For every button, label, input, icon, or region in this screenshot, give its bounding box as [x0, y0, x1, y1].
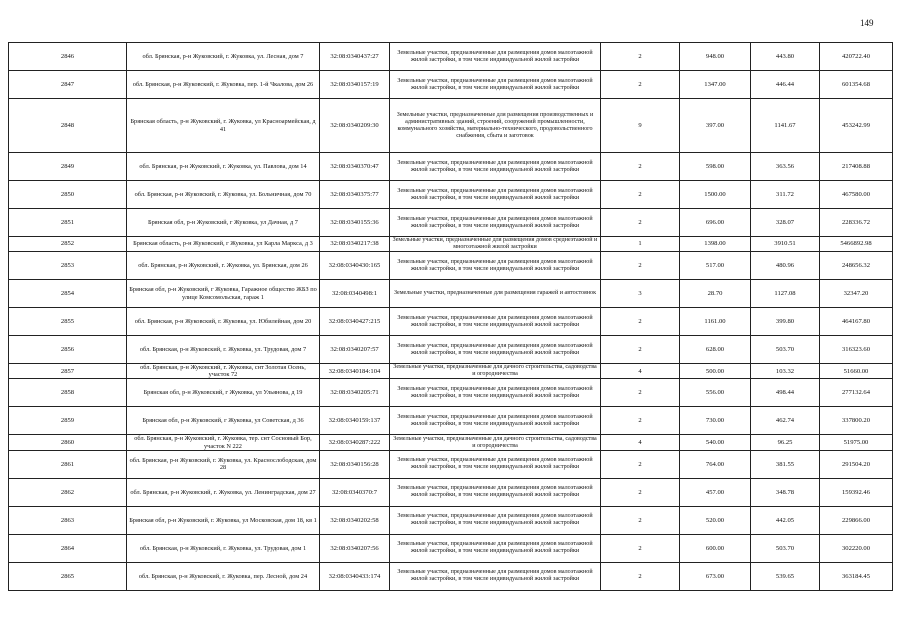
cadastral-number-cell: 32:08:0340370:7 — [320, 478, 390, 506]
specific-value-cell: 96.25 — [751, 435, 820, 450]
cadastral-number-cell: 32:08:0340159:137 — [320, 407, 390, 435]
cadastral-value-cell: 32347.20 — [820, 280, 893, 308]
table-row — [9, 71, 893, 99]
group-cell: 2 — [601, 43, 680, 71]
area-cell: 600.00 — [680, 534, 751, 562]
land-purpose-cell: Земельные участки, предназначенные для размещения домов малоэтажной жилой застройки, в том числе индивидуальной жилой застройки — [390, 43, 601, 71]
group-cell: 2 — [601, 71, 680, 99]
area-cell: 1347.00 — [680, 71, 751, 99]
specific-value-cell: 399.80 — [751, 308, 820, 336]
land-purpose-cell: Земельные участки, предназначенные для размещения домов малоэтажной жилой застройки, в том числе индивидуальной жилой застройки — [390, 450, 601, 478]
table-body — [9, 43, 893, 591]
cadastral-value-cell: 363184.45 — [820, 562, 893, 590]
area-cell: 1398.00 — [680, 237, 751, 252]
cadastral-number-cell: 32:08:0340287:222 — [320, 435, 390, 450]
area-cell: 628.00 — [680, 336, 751, 364]
land-purpose-cell: Земельные участки, предназначенные для размещения домов малоэтажной жилой застройки, в том числе индивидуальной жилой застройки — [390, 308, 601, 336]
address-cell: обл. Брянская, р-н Жуковский, г. Жуковка, ул. Ленинградская, дом 27 — [127, 478, 320, 506]
specific-value-cell: 442.05 — [751, 506, 820, 534]
address-cell: Брянская обл, р-н Жуковский, г Жуковка, ул Дачная, д 7 — [127, 209, 320, 237]
group-cell: 2 — [601, 336, 680, 364]
group-cell: 2 — [601, 562, 680, 590]
row-number-cell: 2855 — [9, 308, 127, 336]
group-cell: 2 — [601, 379, 680, 407]
cadastral-value-cell: 5466892.98 — [820, 237, 893, 252]
area-cell: 556.00 — [680, 379, 751, 407]
row-number-cell: 2856 — [9, 336, 127, 364]
cadastral-value-cell: 159392.46 — [820, 478, 893, 506]
group-cell: 2 — [601, 450, 680, 478]
area-cell: 540.00 — [680, 435, 751, 450]
row-number-cell: 2849 — [9, 153, 127, 181]
table-row — [9, 364, 893, 379]
group-cell: 9 — [601, 99, 680, 153]
group-cell: 4 — [601, 435, 680, 450]
land-purpose-cell: Земельные участки, предназначенные для дачного строительства, садоводства и огородничества — [390, 435, 601, 450]
land-purpose-cell: Земельные участки, предназначенные для размещения домов малоэтажной жилой застройки, в том числе индивидуальной жилой застройки — [390, 407, 601, 435]
address-cell: Брянская область, р-н Жуковский, г. Жуковка, ул Красноармейская, д 41 — [127, 99, 320, 153]
specific-value-cell: 3910.51 — [751, 237, 820, 252]
table-row — [9, 153, 893, 181]
cadastral-number-cell: 32:08:0340430:165 — [320, 252, 390, 280]
land-purpose-cell: Земельные участки, предназначенные для размещения домов малоэтажной жилой застройки, в том числе индивидуальной жилой застройки — [390, 478, 601, 506]
land-purpose-cell: Земельные участки, предназначенные для размещения домов малоэтажной жилой застройки, в том числе индивидуальной жилой застройки — [390, 562, 601, 590]
land-purpose-cell: Земельные участки, предназначенные для дачного строительства, садоводства и огородничества — [390, 364, 601, 379]
address-cell: обл. Брянская, р-н Жуковский, г. Жуковка, ул. Краснослободская, дом 28 — [127, 450, 320, 478]
cadastral-number-cell: 32:08:0340155:36 — [320, 209, 390, 237]
land-purpose-cell: Земельные участки, предназначенные для размещения домов малоэтажной жилой застройки, в том числе индивидуальной жилой застройки — [390, 71, 601, 99]
specific-value-cell: 381.55 — [751, 450, 820, 478]
area-cell: 1161.00 — [680, 308, 751, 336]
specific-value-cell: 1127.08 — [751, 280, 820, 308]
address-cell: обл. Брянская, р-н Жуковский, г. Жуковка, снт Золотая Осень, участок 72 — [127, 364, 320, 379]
area-cell: 673.00 — [680, 562, 751, 590]
cadastral-value-cell: 51660.00 — [820, 364, 893, 379]
row-number-cell: 2851 — [9, 209, 127, 237]
table-row — [9, 506, 893, 534]
address-cell: обл. Брянская, р-н Жуковский, г. Жуковка, тер. снт Сосновый Бор, участок N 222 — [127, 435, 320, 450]
group-cell: 2 — [601, 506, 680, 534]
land-purpose-cell: Земельные участки, предназначенные для размещения домов малоэтажной жилой застройки, в том числе индивидуальной жилой застройки — [390, 181, 601, 209]
row-number-cell: 2859 — [9, 407, 127, 435]
address-cell: обл. Брянская, р-н Жуковский, г. Жуковка, ул. Брянская, дом 26 — [127, 252, 320, 280]
address-cell: Брянская область, р-н Жуковский, г Жуковка, ул Карла Маркса, д 3 — [127, 237, 320, 252]
cadastral-value-cell: 337800.20 — [820, 407, 893, 435]
address-cell: обл. Брянская, р-н Жуковский, г. Жуковка, пер. Лесной, дом 24 — [127, 562, 320, 590]
cadastral-value-cell: 51975.00 — [820, 435, 893, 450]
row-number-cell: 2847 — [9, 71, 127, 99]
row-number-cell: 2854 — [9, 280, 127, 308]
address-cell: обл. Брянская, р-н Жуковский, г. Жуковка, ул. Лесная, дом 7 — [127, 43, 320, 71]
specific-value-cell: 1141.67 — [751, 99, 820, 153]
address-cell: обл. Брянская, р-н Жуковский, г. Жуковка, ул. Юбилейная, дом 20 — [127, 308, 320, 336]
cadastral-number-cell: 32:08:0340427:215 — [320, 308, 390, 336]
cadastral-number-cell: 32:08:0340217:38 — [320, 237, 390, 252]
group-cell: 2 — [601, 478, 680, 506]
area-cell: 730.00 — [680, 407, 751, 435]
cadastral-value-cell: 316323.60 — [820, 336, 893, 364]
cadastral-value-cell: 228336.72 — [820, 209, 893, 237]
cadastral-number-cell: 32:08:0340207:57 — [320, 336, 390, 364]
area-cell: 457.00 — [680, 478, 751, 506]
specific-value-cell: 443.80 — [751, 43, 820, 71]
cadastral-value-cell: 291504.20 — [820, 450, 893, 478]
area-cell: 520.00 — [680, 506, 751, 534]
cadastral-number-cell: 32:08:0340207:56 — [320, 534, 390, 562]
group-cell: 2 — [601, 209, 680, 237]
group-cell: 2 — [601, 407, 680, 435]
land-purpose-cell: Земельные участки, предназначенные для размещения домов малоэтажной жилой застройки, в том числе индивидуальной жилой застройки — [390, 506, 601, 534]
row-number-cell: 2863 — [9, 506, 127, 534]
cadastral-number-cell: 32:08:0340370:47 — [320, 153, 390, 181]
cadastral-number-cell: 32:08:0340498:1 — [320, 280, 390, 308]
cadastral-number-cell: 32:08:0340433:174 — [320, 562, 390, 590]
cadastral-number-cell: 32:08:0340209:30 — [320, 99, 390, 153]
table-row — [9, 407, 893, 435]
table-row — [9, 450, 893, 478]
land-purpose-cell: Земельные участки, предназначенные для размещения домов малоэтажной жилой застройки, в том числе индивидуальной жилой застройки — [390, 209, 601, 237]
row-number-cell: 2848 — [9, 99, 127, 153]
page-number: 149 — [860, 18, 874, 28]
cadastral-value-cell: 229866.00 — [820, 506, 893, 534]
address-cell: Брянская обл, р-н Жуковский, г Жуковка, Гаражное общество ЖБЗ по улице Комсомольская, гараж 1 — [127, 280, 320, 308]
address-cell: обл. Брянская, р-н Жуковский, г. Жуковка, ул. Павлова, дом 14 — [127, 153, 320, 181]
specific-value-cell: 503.70 — [751, 336, 820, 364]
land-purpose-cell: Земельные участки, предназначенные для размещения домов малоэтажной жилой застройки, в том числе индивидуальной жилой застройки — [390, 336, 601, 364]
table-row — [9, 534, 893, 562]
cadastral-number-cell: 32:08:0340156:28 — [320, 450, 390, 478]
table-row — [9, 308, 893, 336]
cadastral-number-cell: 32:08:0340205:71 — [320, 379, 390, 407]
cadastral-value-cell: 467580.00 — [820, 181, 893, 209]
area-cell: 397.00 — [680, 99, 751, 153]
address-cell: Брянская обл, р-н Жуковский, г Жуковка, ул Советская, д 36 — [127, 407, 320, 435]
land-purpose-cell: Земельные участки, предназначенные для размещения домов малоэтажной жилой застройки, в том числе индивидуальной жилой застройки — [390, 534, 601, 562]
area-cell: 948.00 — [680, 43, 751, 71]
table-row — [9, 181, 893, 209]
row-number-cell: 2853 — [9, 252, 127, 280]
specific-value-cell: 446.44 — [751, 71, 820, 99]
cadastral-value-cell: 302220.00 — [820, 534, 893, 562]
specific-value-cell: 462.74 — [751, 407, 820, 435]
cadastral-value-cell: 217408.88 — [820, 153, 893, 181]
land-purpose-cell: Земельные участки, предназначенные для размещения производственных и административных зданий, строений, сооружений промышленности, коммунального хозяйства, материально-технического, продовольственного снабжения, сбыта и заготовок — [390, 99, 601, 153]
table-row — [9, 237, 893, 252]
land-purpose-cell: Земельные участки, предназначенные для размещения домов малоэтажной жилой застройки, в том числе индивидуальной жилой застройки — [390, 252, 601, 280]
area-cell: 598.00 — [680, 153, 751, 181]
row-number-cell: 2865 — [9, 562, 127, 590]
group-cell: 2 — [601, 308, 680, 336]
cadastral-number-cell: 32:08:0340157:19 — [320, 71, 390, 99]
cadastral-number-cell: 32:08:0340375:77 — [320, 181, 390, 209]
specific-value-cell: 348.78 — [751, 478, 820, 506]
land-purpose-cell: Земельные участки, предназначенные для размещения гаражей и автостоянок — [390, 280, 601, 308]
group-cell: 2 — [601, 534, 680, 562]
land-cadastral-table — [8, 42, 893, 591]
area-cell: 764.00 — [680, 450, 751, 478]
land-purpose-cell: Земельные участки, предназначенные для размещения домов малоэтажной жилой застройки, в том числе индивидуальной жилой застройки — [390, 379, 601, 407]
cadastral-value-cell: 464167.80 — [820, 308, 893, 336]
land-purpose-cell: Земельные участки, предназначенные для размещения домов малоэтажной жилой застройки, в том числе индивидуальной жилой застройки — [390, 153, 601, 181]
area-cell: 517.00 — [680, 252, 751, 280]
area-cell: 1500.00 — [680, 181, 751, 209]
cadastral-value-cell: 453242.99 — [820, 99, 893, 153]
table-row — [9, 99, 893, 153]
specific-value-cell: 480.96 — [751, 252, 820, 280]
table-row — [9, 280, 893, 308]
cadastral-number-cell: 32:08:0340184:104 — [320, 364, 390, 379]
area-cell: 696.00 — [680, 209, 751, 237]
address-cell: обл. Брянская, р-н Жуковский, г. Жуковка, ул. Трудовая, дом 1 — [127, 534, 320, 562]
table-row — [9, 209, 893, 237]
row-number-cell: 2858 — [9, 379, 127, 407]
cadastral-number-cell: 32:08:0340437:27 — [320, 43, 390, 71]
specific-value-cell: 311.72 — [751, 181, 820, 209]
cadastral-value-cell: 601354.68 — [820, 71, 893, 99]
specific-value-cell: 539.65 — [751, 562, 820, 590]
row-number-cell: 2852 — [9, 237, 127, 252]
address-cell: Брянская обл, р-н Жуковский, г Жуковка, ул Ульянова, д 19 — [127, 379, 320, 407]
table-row — [9, 336, 893, 364]
address-cell: обл. Брянская, р-н Жуковский, г. Жуковка, ул. Трудовая, дом 7 — [127, 336, 320, 364]
specific-value-cell: 363.56 — [751, 153, 820, 181]
table-row — [9, 478, 893, 506]
land-purpose-cell: Земельные участки, предназначенные для размещения домов среднеэтажной и многоэтажной жилой застройки — [390, 237, 601, 252]
row-number-cell: 2846 — [9, 43, 127, 71]
group-cell: 2 — [601, 181, 680, 209]
row-number-cell: 2862 — [9, 478, 127, 506]
area-cell: 500.00 — [680, 364, 751, 379]
row-number-cell: 2850 — [9, 181, 127, 209]
cadastral-value-cell: 420722.40 — [820, 43, 893, 71]
group-cell: 2 — [601, 252, 680, 280]
specific-value-cell: 498.44 — [751, 379, 820, 407]
group-cell: 2 — [601, 153, 680, 181]
row-number-cell: 2864 — [9, 534, 127, 562]
cadastral-number-cell: 32:08:0340202:58 — [320, 506, 390, 534]
table-row — [9, 252, 893, 280]
group-cell: 1 — [601, 237, 680, 252]
group-cell: 4 — [601, 364, 680, 379]
specific-value-cell: 328.07 — [751, 209, 820, 237]
table-row — [9, 43, 893, 71]
address-cell: обл. Брянская, р-н Жуковский, г. Жуковка, ул. Больничная, дом 70 — [127, 181, 320, 209]
table-row — [9, 379, 893, 407]
specific-value-cell: 103.32 — [751, 364, 820, 379]
cadastral-value-cell: 248656.32 — [820, 252, 893, 280]
row-number-cell: 2860 — [9, 435, 127, 450]
address-cell: Брянская обл, р-н Жуковский, г. Жуковка, ул Московская, дом 18, кв 1 — [127, 506, 320, 534]
row-number-cell: 2861 — [9, 450, 127, 478]
row-number-cell: 2857 — [9, 364, 127, 379]
table-row — [9, 435, 893, 450]
group-cell: 3 — [601, 280, 680, 308]
area-cell: 28.70 — [680, 280, 751, 308]
address-cell: обл. Брянская, р-н Жуковский, г. Жуковка, пер. 1-й Чкалова, дом 26 — [127, 71, 320, 99]
specific-value-cell: 503.70 — [751, 534, 820, 562]
table-row — [9, 562, 893, 590]
cadastral-value-cell: 277132.64 — [820, 379, 893, 407]
